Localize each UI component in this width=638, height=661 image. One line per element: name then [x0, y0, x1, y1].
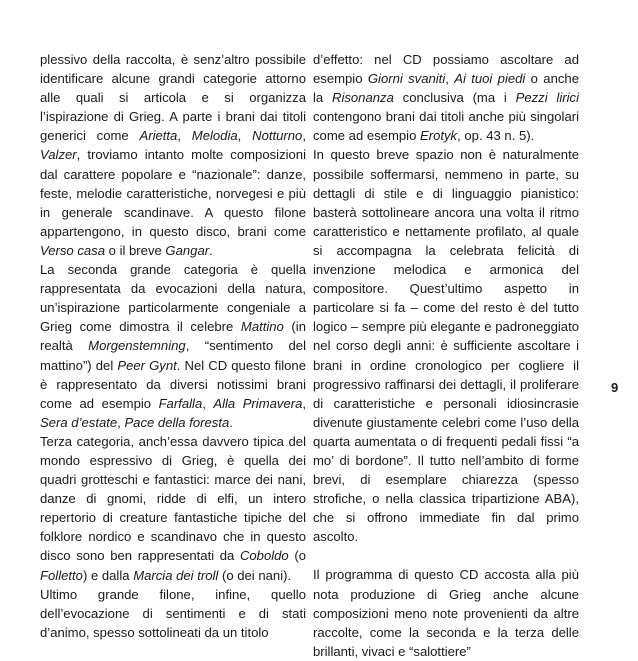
page-number: 9: [611, 380, 619, 395]
text-run: .: [229, 414, 233, 430]
text-run: La seconda grande categoria è quella rappresentata da evocazioni della natura, un’ispirazione particolarmente congeniale a Grieg come dimostra il celebre: [40, 262, 306, 335]
text-run: ) e dalla: [82, 567, 134, 583]
text-run: ,: [302, 128, 306, 144]
italic-title-text: Ai tuoi piedi: [454, 71, 526, 87]
text-run: (o dei nani).: [218, 567, 292, 583]
italic-title-text: Melodia: [191, 128, 238, 144]
text-run: (in realtà: [40, 319, 306, 354]
italic-title-text: Pezzi lirici: [515, 90, 579, 106]
italic-title-text: Sera d’estate: [40, 414, 118, 430]
text-run: , troviamo intanto molte composizioni dal carattere popolare e “nazionale”: danze, feste, melodie caratteristiche, norvegesi e più in generale scandinave. A questo filone appartengono, in questo disco, brani come: [40, 147, 306, 239]
text-run: contengono brani dai titoli anche più singolari come ad esempio: [313, 109, 579, 144]
paragraph: [40, 432, 306, 585]
italic-title-text: Farfalla: [158, 395, 203, 411]
italic-title-text: Morgenstemning: [88, 338, 186, 354]
paragraph: [40, 260, 306, 432]
paragraph: [313, 50, 579, 145]
text-run: (o: [288, 548, 306, 564]
text-run: ,: [117, 414, 125, 430]
italic-title-text: Alla Primavera: [213, 395, 303, 411]
italic-title-text: Verso casa: [40, 242, 106, 258]
text-run: plessivo della raccolta, è senz’altro possibile identificare alcune grandi categorie attorno alle quali si articola e si organizza l’ispirazione di Grieg. A parte i brani dai titoli generici come: [40, 52, 306, 144]
italic-title-text: Erotyk: [420, 128, 458, 144]
text-run: Il programma di questo CD accosta alla più nota produzione di Grieg anche alcune composizioni meno note provenienti da altre raccolte, come la seconda e la terza delle brillanti, vivaci e “salottiere”: [313, 567, 579, 659]
text-run: Ultimo grande filone, infine, quello dell’evocazione di sentimenti e di stati d’animo, spesso sottolineati da un titolo: [40, 586, 306, 640]
text-run: . Nel CD questo filone è rappresentato da diversi notissimi brani come ad esempio: [40, 357, 306, 411]
italic-title-text: Notturno: [252, 128, 303, 144]
text-run: d’effetto: nel CD possiamo ascoltare ad esempio: [313, 52, 579, 87]
left-text-column: [40, 50, 306, 642]
text-run: .: [209, 242, 213, 258]
text-run: ,: [202, 395, 214, 411]
italic-title-text: Coboldo: [239, 548, 289, 564]
text-run: Terza categoria, anch’essa davvero tipica del mondo espressivo di Grieg, è quella dei quadri grotteschi e fantastici: marce dei nani, danze di gnomi, ridde di elfi, un intero repertorio di creature fantastiche tipiche del folklore nordico e scandinavo che in questo disco sono ben rappresentati da: [40, 433, 306, 564]
paragraph: [313, 145, 579, 546]
italic-title-text: Marcia dei troll: [133, 567, 219, 583]
paragraph: [40, 50, 306, 260]
text-run: ,: [177, 128, 192, 144]
text-run: ,: [445, 71, 455, 87]
italic-title-text: Folletto: [40, 567, 83, 583]
text-run: , op. 43 n. 5).: [457, 128, 535, 144]
text-run: In questo breve spazio non è naturalmente possibile soffermarsi, nemmeno in parte, su dettagli di stile e di linguaggio pianistico: basterà sottolineare ancora una volta il ritmo caratteristico e nettamente profilato, al quale si accompagna la celebrata felicità di invenzione melodica e armonica del compositore. Quest’ultimo aspetto in particolare si fa – come del resto è del tutto logico – sempre più elegante e padroneggiato nel corso degli anni: è sufficiente ascoltare i brani in ordine cronologico per cogliere il progressivo raffinarsi dei dettagli, il proliferare di caratteristiche e personali idiosincrasie divenute giustamente celebri come l’uso della quarta aumentata o di frequenti pedali fissi “a mo’ di bordone”. Il tutto nell’ambito di forme brevi, di esemplare chiarezza (spesso strofiche, o nella classica tripartizione ABA), che si offrono immediate fin dal primo ascolto.: [313, 147, 579, 545]
italic-title-text: Valzer: [40, 147, 77, 163]
paragraph: [313, 565, 579, 660]
text-run: ,: [302, 395, 307, 411]
text-run: conclusiva (ma i: [393, 90, 516, 106]
italic-title-text: Risonanza: [331, 90, 394, 106]
italic-title-text: Gangar: [165, 242, 210, 258]
right-text-column: [313, 50, 579, 661]
text-run: , “sentimento del mattino”) del: [40, 338, 306, 373]
text-run: o anche la: [313, 71, 579, 106]
italic-title-text: Arietta: [139, 128, 178, 144]
text-run: o il breve: [105, 242, 166, 258]
italic-title-text: Pace della foresta: [124, 414, 230, 430]
text-run: ,: [237, 128, 253, 144]
paragraph: [40, 585, 306, 642]
italic-title-text: Peer Gynt: [117, 357, 177, 373]
italic-title-text: Giorni svaniti: [367, 71, 446, 87]
italic-title-text: Mattino: [240, 319, 284, 335]
